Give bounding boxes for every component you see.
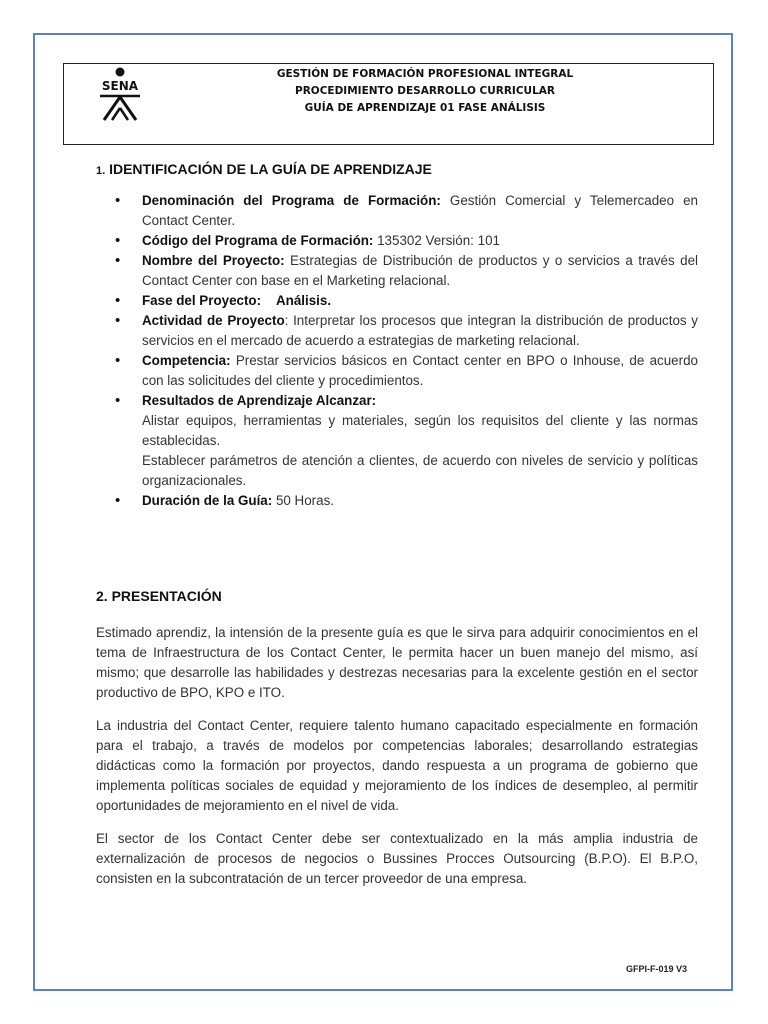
section-1-number: 1. [96,165,106,177]
header-line-1: GESTIÓN DE FORMACIÓN PROFESIONAL INTEGRAL [276,68,574,80]
list-item: • Actividad de Proyecto: Interpretar los procesos que integran la distribución de productos y servicios en el mercado de acuerdo a estrategias de marketing relacional. [96,311,698,351]
list-item: • Resultados de Aprendizaje Alcanzar: Alistar equipos, herramientas y materiales, según los requisitos del cliente y las normas establecidas. Establecer parámetros de atención a clientes, de acuerdo con niveles de servicio y políticas organizacionales. [96,391,698,491]
list-item: • Competencia: Prestar servicios básicos en Contact center en BPO o Inhouse, de acuerdo con las solicitudes del cliente y procedimientos. [96,351,698,391]
header-line-3: GUÍA DE APRENDIZAJE 01 FASE ANÁLISIS [304,102,546,114]
list-item: • Denominación del Programa de Formación: Gestión Comercial y Telemercadeo en Contact Center. [96,191,698,231]
header-titles [180,66,670,117]
section-2-title: 2. PRESENTACIÓN [96,588,222,604]
svg-text:SENA: SENA [101,79,139,93]
section-1-heading [96,161,432,177]
presentation-paragraph-2: La industria del Contact Center, requiere talento humano capacitado especialmente en formación para el trabajo, a través de modelos por competencias laborales; desarrollando estrategias didácticas como la formación por proyectos, dando respuesta a un programa de gobierno que implementa políticas sociales de equidad y mejoramiento de los índices de desempleo, al permitir oportunidades de mejoramiento en el nivel de vida. [96,718,698,813]
section-1-title: IDENTIFICACIÓN DE LA GUÍA DE APRENDIZAJE [109,161,432,177]
list-item: • Nombre del Proyecto: Estrategias de Distribución de productos y o servicios a través del Contact Center con base en el Marketing relacional. [96,251,698,291]
header-line-2: PROCEDIMIENTO DESARROLLO CURRICULAR [295,85,555,97]
presentation-paragraph-1: Estimado aprendiz, la intensión de la presente guía es que le sirva para adquirir conocimientos en el tema de Infraestructura de los Contact Center, le permita hacer un buen manejo del mismo, así mismo; que desarrolle las habilidades y destrezas necesarias para la excelente gestión en el sector productivo de BPO, KPO e ITO. [96,625,698,700]
sena-logo [88,66,152,124]
list-item: • Duración de la Guía: 50 Horas. [96,491,698,511]
identification-list [96,191,698,511]
list-item: • Fase del Proyecto: Análisis. [96,291,698,311]
presentation-paragraph-3: El sector de los Contact Center debe ser contextualizado en la más amplia industria de externalización de procesos de negocios o Bussines Procces Outsourcing (B.P.O). El B.P.O, consisten en la subcontratación de un tercer proveedor de una empresa. [96,831,698,886]
form-code: GFPI-F-019 V3 [626,964,688,974]
list-item: • Código del Programa de Formación: 135302 Versión: 101 [96,231,698,251]
